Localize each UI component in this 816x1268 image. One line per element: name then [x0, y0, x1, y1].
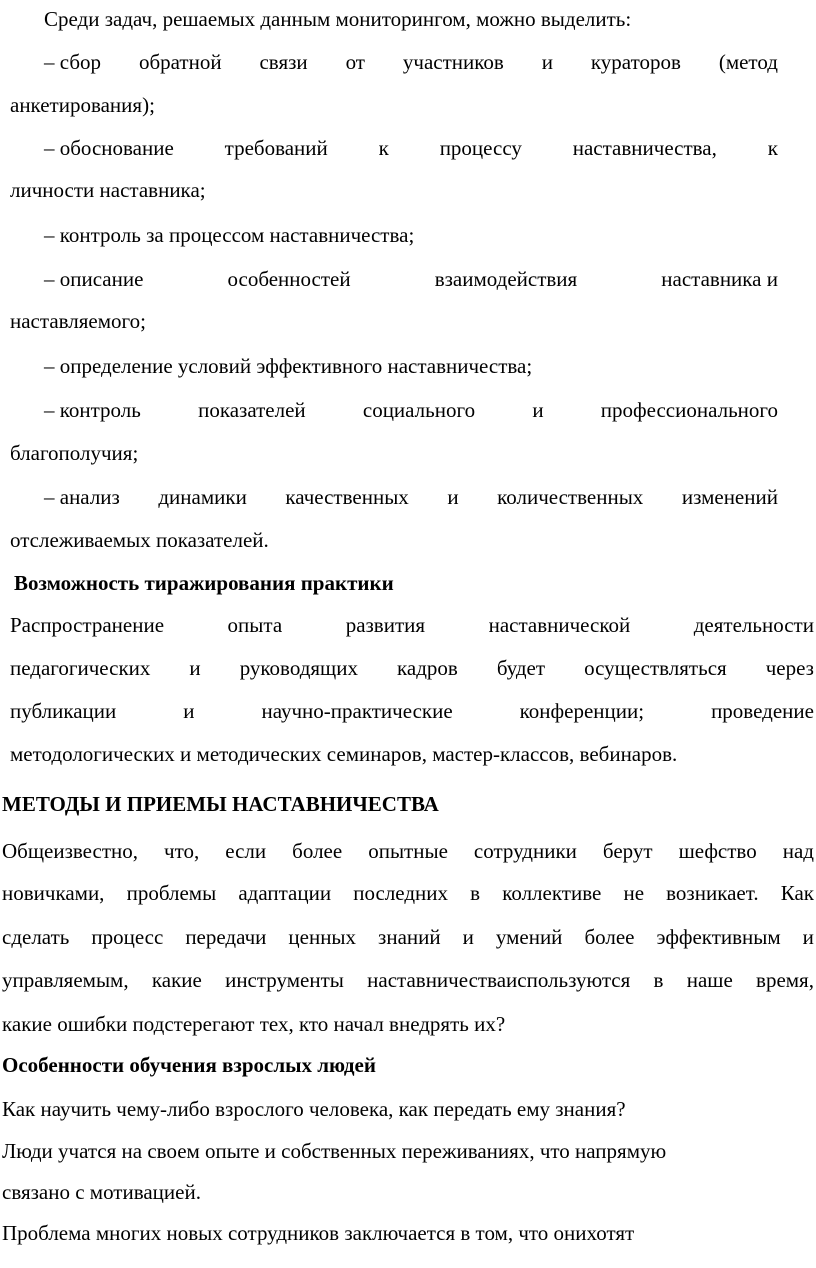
list-item-line: – анализ динамики качественных и количественных изменений: [44, 485, 778, 509]
list-item-continuation: отслеживаемых показателей.: [10, 528, 269, 552]
list-item-line: – обоснование требований к процессу наставничества, к: [44, 136, 778, 160]
paragraph-line: Проблема многих новых сотрудников заключается в том, что онихотят: [2, 1221, 635, 1245]
paragraph-line: Люди учатся на своем опыте и собственных переживаниях, что напрямую: [2, 1139, 667, 1163]
list-item-line: – сбор обратной связи от участников и кураторов (метод: [44, 50, 778, 74]
paragraph-line: публикации и научно-практические конференции; проведение: [10, 699, 814, 723]
paragraph-line: Распространение опыта развития наставнической деятельности: [10, 613, 814, 637]
paragraph-line: управляемым, какие инструменты наставничестваиспользуются в наше время,: [2, 968, 814, 992]
intro-text: Среди задач, решаемых данным мониторингом, можно выделить:: [44, 7, 632, 31]
list-item-line: – описание особенностей взаимодействия наставника и: [44, 267, 778, 291]
list-item-line: – определение условий эффективного наставничества;: [44, 354, 533, 378]
list-item-continuation: благополучия;: [10, 441, 139, 465]
paragraph-line: связано с мотивацией.: [2, 1180, 201, 1204]
paragraph-line: педагогических и руководящих кадров будет осуществляться через: [10, 656, 814, 680]
paragraph-line: методологических и методических семинаров, мастер-классов, вебинаров.: [10, 742, 678, 766]
list-item-line: – контроль за процессом наставничества;: [44, 223, 415, 247]
paragraph-line: какие ошибки подстерегают тех, кто начал внедрять их?: [2, 1012, 506, 1036]
paragraph-line: сделать процесс передачи ценных знаний и умений более эффективным и: [2, 925, 814, 949]
list-item-continuation: личности наставника;: [10, 178, 206, 202]
paragraph-line: Как научить чему-либо взрослого человека, как передать ему знания?: [2, 1097, 626, 1121]
paragraph-line: новичками, проблемы адаптации последних в коллективе не возникает. Как: [2, 881, 814, 905]
list-item-line: – контроль показателей социального и профессионального: [44, 398, 778, 422]
list-item-continuation: анкетирования);: [10, 93, 155, 117]
section-heading-replication: Возможность тиражирования практики: [14, 571, 394, 595]
section-heading-methods: МЕТОДЫ И ПРИЕМЫ НАСТАВНИЧЕСТВА: [2, 792, 439, 816]
section-heading-adults: Особенности обучения взрослых людей: [2, 1053, 376, 1077]
paragraph-line: Общеизвестно, что, если более опытные сотрудники берут шефство над: [2, 839, 814, 863]
list-item-continuation: наставляемого;: [10, 309, 146, 333]
